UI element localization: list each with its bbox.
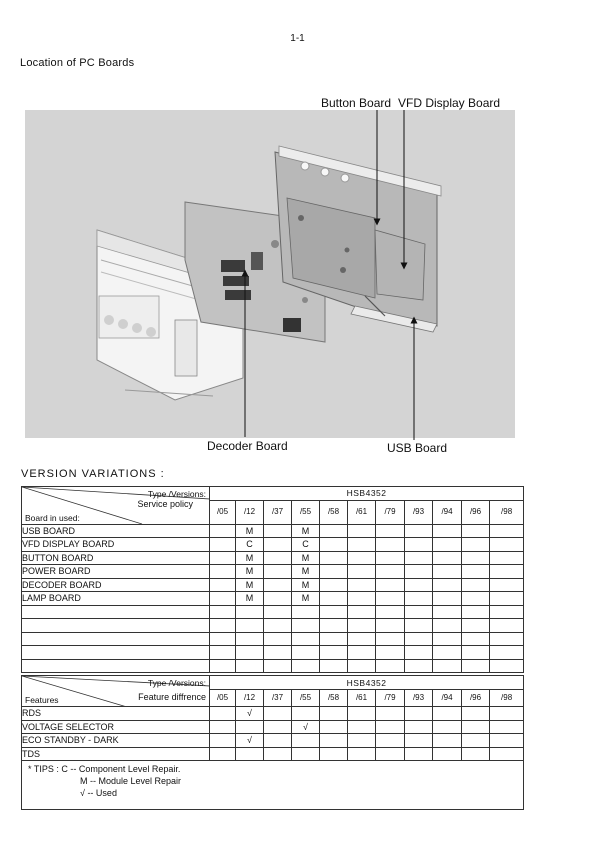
mark-cell bbox=[210, 605, 236, 619]
mark-cell bbox=[320, 659, 348, 673]
mark-cell bbox=[210, 538, 236, 552]
row-label: VOLTAGE SELECTOR bbox=[22, 720, 210, 734]
section-title: Location of PC Boards bbox=[20, 57, 135, 69]
mark-cell bbox=[210, 524, 236, 538]
mark-cell bbox=[462, 538, 490, 552]
version-header: /37 bbox=[264, 500, 292, 524]
row-label: POWER BOARD bbox=[22, 565, 210, 579]
version-header: /79 bbox=[376, 500, 405, 524]
row-label bbox=[22, 605, 210, 619]
mark-cell bbox=[264, 734, 292, 748]
mark-cell bbox=[433, 524, 462, 538]
mark-cell bbox=[405, 578, 433, 592]
mark-cell bbox=[490, 592, 524, 606]
mark-cell bbox=[462, 659, 490, 673]
type-versions-label: Type /Versions: bbox=[147, 678, 206, 688]
mark-cell bbox=[433, 734, 462, 748]
version-header: /98 bbox=[490, 690, 524, 707]
version-header: /37 bbox=[264, 690, 292, 707]
mark-cell bbox=[462, 707, 490, 721]
mark-cell: M bbox=[236, 578, 264, 592]
mark-cell bbox=[236, 632, 264, 646]
tips-line-c: * TIPS : C -- Component Level Repair. bbox=[28, 764, 181, 774]
version-header: /58 bbox=[320, 500, 348, 524]
mark-cell bbox=[376, 538, 405, 552]
row-label: ECO STANDBY - DARK bbox=[22, 734, 210, 748]
mark-cell bbox=[376, 592, 405, 606]
feature-difference-label: Feature diffrence bbox=[138, 692, 206, 702]
mark-cell bbox=[292, 734, 320, 748]
board-in-used-label: Board in used: bbox=[25, 512, 80, 523]
mark-cell bbox=[405, 551, 433, 565]
mark-cell bbox=[433, 565, 462, 579]
mark-cell: C bbox=[292, 538, 320, 552]
mark-cell bbox=[405, 720, 433, 734]
row-label bbox=[22, 619, 210, 633]
version-header: /96 bbox=[462, 500, 490, 524]
mark-cell bbox=[405, 659, 433, 673]
table-row bbox=[22, 605, 524, 619]
version-header: /93 bbox=[405, 690, 433, 707]
mark-cell bbox=[462, 592, 490, 606]
mark-cell bbox=[320, 578, 348, 592]
mark-cell bbox=[490, 646, 524, 660]
mark-cell bbox=[264, 578, 292, 592]
mark-cell bbox=[433, 578, 462, 592]
row-label bbox=[22, 659, 210, 673]
table-row bbox=[22, 551, 524, 565]
tips-legend bbox=[22, 761, 524, 810]
mark-cell bbox=[348, 551, 376, 565]
mark-cell bbox=[490, 605, 524, 619]
mark-cell bbox=[462, 578, 490, 592]
mark-cell bbox=[348, 538, 376, 552]
mark-cell bbox=[405, 632, 433, 646]
row-label: BUTTON BOARD bbox=[22, 551, 210, 565]
mark-cell: M bbox=[292, 565, 320, 579]
mark-cell bbox=[405, 619, 433, 633]
table-row bbox=[22, 538, 524, 552]
row-label: RDS bbox=[22, 707, 210, 721]
mark-cell bbox=[433, 707, 462, 721]
mark-cell bbox=[376, 747, 405, 761]
mark-cell: C bbox=[236, 538, 264, 552]
mark-cell bbox=[264, 551, 292, 565]
mark-cell bbox=[292, 707, 320, 721]
page-number: 1-1 bbox=[290, 33, 305, 44]
callout-vfd-display-board: VFD Display Board bbox=[398, 96, 501, 110]
table-row bbox=[22, 632, 524, 646]
callout-usb-board: USB Board bbox=[387, 441, 448, 455]
mark-cell bbox=[210, 592, 236, 606]
mark-cell bbox=[264, 565, 292, 579]
version-header: /55 bbox=[292, 690, 320, 707]
mark-cell bbox=[462, 734, 490, 748]
type-versions-label: Type /Versions: bbox=[147, 489, 206, 499]
table-row bbox=[22, 592, 524, 606]
mark-cell bbox=[433, 538, 462, 552]
mark-cell bbox=[210, 747, 236, 761]
version-header: /79 bbox=[376, 690, 405, 707]
mark-cell bbox=[405, 605, 433, 619]
mark-cell bbox=[210, 551, 236, 565]
mark-cell: M bbox=[236, 592, 264, 606]
features-label: Features bbox=[25, 695, 59, 705]
mark-cell bbox=[433, 619, 462, 633]
mark-cell bbox=[320, 632, 348, 646]
version-header: /93 bbox=[405, 500, 433, 524]
mark-cell bbox=[405, 592, 433, 606]
mark-cell bbox=[320, 646, 348, 660]
version-header: /12 bbox=[236, 690, 264, 707]
mark-cell bbox=[376, 565, 405, 579]
mark-cell bbox=[292, 646, 320, 660]
version-variations-title: VERSION VARIATIONS : bbox=[21, 468, 165, 480]
mark-cell bbox=[264, 707, 292, 721]
version-header: /05 bbox=[210, 690, 236, 707]
mark-cell bbox=[376, 551, 405, 565]
mark-cell bbox=[405, 734, 433, 748]
mark-cell bbox=[292, 632, 320, 646]
mark-cell bbox=[320, 747, 348, 761]
mark-cell bbox=[264, 605, 292, 619]
mark-cell bbox=[462, 720, 490, 734]
header-diagonal-cell bbox=[22, 487, 210, 525]
mark-cell bbox=[490, 632, 524, 646]
mark-cell bbox=[490, 524, 524, 538]
mark-cell bbox=[264, 632, 292, 646]
mark-cell bbox=[433, 632, 462, 646]
callout-button-board: Button Board bbox=[321, 96, 392, 110]
mark-cell bbox=[433, 720, 462, 734]
mark-cell bbox=[405, 565, 433, 579]
mark-cell bbox=[405, 538, 433, 552]
mark-cell bbox=[462, 747, 490, 761]
mark-cell bbox=[264, 720, 292, 734]
mark-cell bbox=[376, 720, 405, 734]
mark-cell bbox=[292, 659, 320, 673]
mark-cell bbox=[433, 659, 462, 673]
mark-cell bbox=[376, 619, 405, 633]
mark-cell bbox=[320, 551, 348, 565]
table-row bbox=[22, 707, 524, 721]
mark-cell bbox=[210, 578, 236, 592]
table-row bbox=[22, 734, 524, 748]
mark-cell bbox=[490, 747, 524, 761]
table-row bbox=[22, 565, 524, 579]
version-header: /12 bbox=[236, 500, 264, 524]
mark-cell bbox=[348, 632, 376, 646]
table-row bbox=[22, 619, 524, 633]
mark-cell bbox=[348, 592, 376, 606]
row-label bbox=[22, 632, 210, 646]
row-label: VFD DISPLAY BOARD bbox=[22, 538, 210, 552]
mark-cell bbox=[490, 659, 524, 673]
mark-cell bbox=[433, 747, 462, 761]
mark-cell bbox=[320, 707, 348, 721]
version-header: /96 bbox=[462, 690, 490, 707]
mark-cell bbox=[348, 646, 376, 660]
mark-cell bbox=[320, 619, 348, 633]
row-label: USB BOARD bbox=[22, 524, 210, 538]
mark-cell bbox=[236, 646, 264, 660]
version-header: /58 bbox=[320, 690, 348, 707]
mark-cell bbox=[348, 605, 376, 619]
mark-cell bbox=[264, 592, 292, 606]
mark-cell bbox=[348, 707, 376, 721]
version-header: /94 bbox=[433, 500, 462, 524]
mark-cell bbox=[264, 524, 292, 538]
model-header: HSB4352 bbox=[210, 487, 524, 501]
mark-cell: M bbox=[236, 551, 264, 565]
service-policy-label: Service policy bbox=[137, 499, 193, 509]
mark-cell bbox=[490, 707, 524, 721]
mark-cell: √ bbox=[236, 707, 264, 721]
mark-cell bbox=[348, 734, 376, 748]
mark-cell bbox=[236, 619, 264, 633]
mark-cell bbox=[348, 619, 376, 633]
mark-cell bbox=[210, 632, 236, 646]
mark-cell: M bbox=[292, 551, 320, 565]
model-header: HSB4352 bbox=[210, 676, 524, 690]
mark-cell bbox=[376, 578, 405, 592]
mark-cell bbox=[348, 565, 376, 579]
version-header: /61 bbox=[348, 690, 376, 707]
mark-cell bbox=[210, 619, 236, 633]
mark-cell bbox=[376, 707, 405, 721]
mark-cell bbox=[433, 605, 462, 619]
mark-cell bbox=[264, 646, 292, 660]
mark-cell bbox=[433, 551, 462, 565]
mark-cell bbox=[320, 734, 348, 748]
mark-cell bbox=[320, 592, 348, 606]
mark-cell bbox=[236, 659, 264, 673]
mark-cell bbox=[210, 720, 236, 734]
mark-cell bbox=[320, 605, 348, 619]
mark-cell: √ bbox=[292, 720, 320, 734]
mark-cell bbox=[433, 592, 462, 606]
mark-cell bbox=[490, 720, 524, 734]
mark-cell bbox=[264, 747, 292, 761]
version-header: /05 bbox=[210, 500, 236, 524]
version-header: /55 bbox=[292, 500, 320, 524]
mark-cell bbox=[348, 578, 376, 592]
mark-cell bbox=[490, 619, 524, 633]
mark-cell bbox=[376, 632, 405, 646]
mark-cell bbox=[292, 619, 320, 633]
row-label: DECODER BOARD bbox=[22, 578, 210, 592]
mark-cell bbox=[462, 632, 490, 646]
mark-cell bbox=[348, 659, 376, 673]
mark-cell bbox=[236, 747, 264, 761]
mark-cell bbox=[348, 720, 376, 734]
mark-cell bbox=[462, 646, 490, 660]
mark-cell bbox=[210, 734, 236, 748]
feature-header-diagonal-cell bbox=[22, 676, 210, 707]
mark-cell: M bbox=[236, 524, 264, 538]
mark-cell bbox=[320, 720, 348, 734]
mark-cell bbox=[210, 707, 236, 721]
mark-cell bbox=[320, 538, 348, 552]
mark-cell bbox=[264, 538, 292, 552]
mark-cell bbox=[348, 747, 376, 761]
mark-cell bbox=[264, 619, 292, 633]
mark-cell bbox=[376, 659, 405, 673]
mark-cell bbox=[462, 551, 490, 565]
mark-cell bbox=[292, 605, 320, 619]
row-label: LAMP BOARD bbox=[22, 592, 210, 606]
mark-cell: M bbox=[236, 565, 264, 579]
mark-cell: M bbox=[292, 592, 320, 606]
mark-cell bbox=[376, 734, 405, 748]
mark-cell bbox=[376, 524, 405, 538]
version-variations-table bbox=[21, 486, 524, 810]
mark-cell bbox=[320, 524, 348, 538]
mark-cell bbox=[376, 646, 405, 660]
version-header: /98 bbox=[490, 500, 524, 524]
mark-cell bbox=[462, 524, 490, 538]
table-row bbox=[22, 578, 524, 592]
tips-line-used: √ -- Used bbox=[80, 788, 117, 798]
row-label: TDS bbox=[22, 747, 210, 761]
mark-cell bbox=[292, 747, 320, 761]
mark-cell: √ bbox=[236, 734, 264, 748]
mark-cell bbox=[405, 707, 433, 721]
mark-cell bbox=[236, 605, 264, 619]
table-row bbox=[22, 747, 524, 761]
mark-cell: M bbox=[292, 524, 320, 538]
mark-cell bbox=[348, 524, 376, 538]
mark-cell bbox=[320, 565, 348, 579]
mark-cell bbox=[433, 646, 462, 660]
table-row bbox=[22, 720, 524, 734]
mark-cell bbox=[264, 659, 292, 673]
mark-cell bbox=[405, 747, 433, 761]
mark-cell bbox=[490, 578, 524, 592]
mark-cell bbox=[236, 720, 264, 734]
version-header: /61 bbox=[348, 500, 376, 524]
mark-cell bbox=[405, 646, 433, 660]
mark-cell bbox=[490, 734, 524, 748]
mark-cell bbox=[490, 538, 524, 552]
mark-cell bbox=[210, 565, 236, 579]
mark-cell bbox=[405, 524, 433, 538]
mark-cell bbox=[462, 605, 490, 619]
tips-line-m: M -- Module Level Repair bbox=[80, 776, 182, 786]
mark-cell bbox=[490, 551, 524, 565]
table-row bbox=[22, 524, 524, 538]
mark-cell: M bbox=[292, 578, 320, 592]
callout-decoder-board: Decoder Board bbox=[207, 439, 288, 453]
mark-cell bbox=[210, 659, 236, 673]
mark-cell bbox=[376, 605, 405, 619]
mark-cell bbox=[490, 565, 524, 579]
mark-cell bbox=[462, 565, 490, 579]
mark-cell bbox=[462, 619, 490, 633]
version-header: /94 bbox=[433, 690, 462, 707]
mark-cell bbox=[210, 646, 236, 660]
table-row bbox=[22, 659, 524, 673]
table-row bbox=[22, 646, 524, 660]
row-label bbox=[22, 646, 210, 660]
